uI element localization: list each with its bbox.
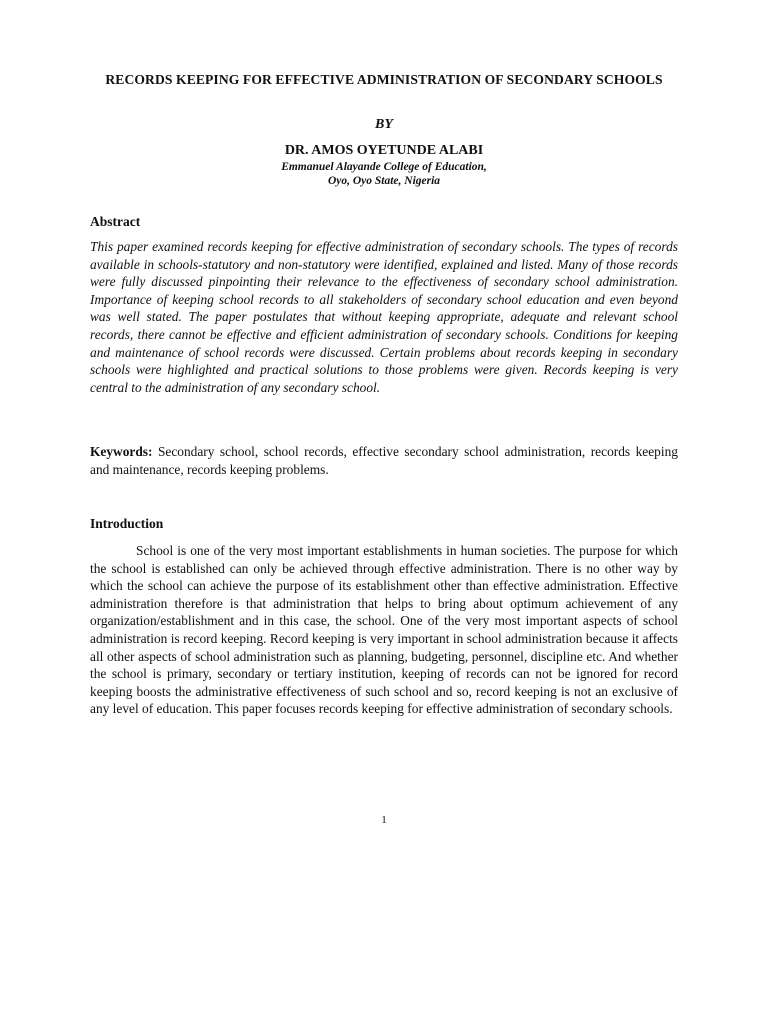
author-name: DR. AMOS OYETUNDE ALABI bbox=[284, 143, 484, 158]
affiliation-line-1: Emmanuel Alayande College of Education, bbox=[281, 161, 487, 173]
abstract-text: This paper examined records keeping for effective administration of secondary schools. The types of records available in schools-statutory and non-statutory were identified, explained and listed. Many of those records were fully discussed pinpointing their relevance to the effectiveness of secondary school administration. Importance of keeping school records to all stakeholders of secondary school education and even beyond was well stated. The paper postulates that without keeping appropriate, adequate and relevant school records, there cannot be effective and efficient administration of secondary schools. Conditions for keeping and maintenance of school records were discussed. Certain problems about records keeping in secondary schools were highlighted and practical solutions to those problems were given. Records keeping is very central to the administration of any secondary school. bbox=[90, 239, 678, 395]
page-number: 1 bbox=[381, 814, 387, 826]
abstract-heading: Abstract bbox=[90, 214, 141, 229]
author-affiliation bbox=[90, 160, 678, 188]
keywords-text: Secondary school, school records, effective secondary school administration, records keeping and maintenance, records keeping problems. bbox=[90, 444, 678, 477]
affiliation-line-2: Oyo, Oyo State, Nigeria bbox=[327, 175, 441, 187]
keywords-paragraph bbox=[90, 443, 678, 478]
by-label: BY bbox=[375, 117, 393, 132]
paper-title: RECORDS KEEPING FOR EFFECTIVE ADMINISTRATION OF SECONDARY SCHOOLS bbox=[105, 72, 663, 87]
keywords-label: Keywords: bbox=[90, 444, 153, 459]
introduction-text: School is one of the very most important establishments in human societies. The purpose for which the school is established can only be achieved through effective administration. There is no other way by which the school can achieve the purpose of its establishment other than effective administration. Effective administration therefore is that administration that helps to bring about optimum achievement of any organization/establishment and in this case, the school. One of the very most important aspects of school administration is record keeping. Record keeping is very important in school administration because it affects all other aspects of school administration such as planning, budgeting, personnel, discipline etc. And whether the school is primary, secondary or tertiary institution, keeping of records can not be ignored for record keeping boosts the administrative effectiveness of such school and so, record keeping is not an exclusive of any level of education. This paper focuses records keeping for effective administration of secondary schools. bbox=[90, 543, 678, 717]
introduction-heading: Introduction bbox=[90, 516, 164, 531]
